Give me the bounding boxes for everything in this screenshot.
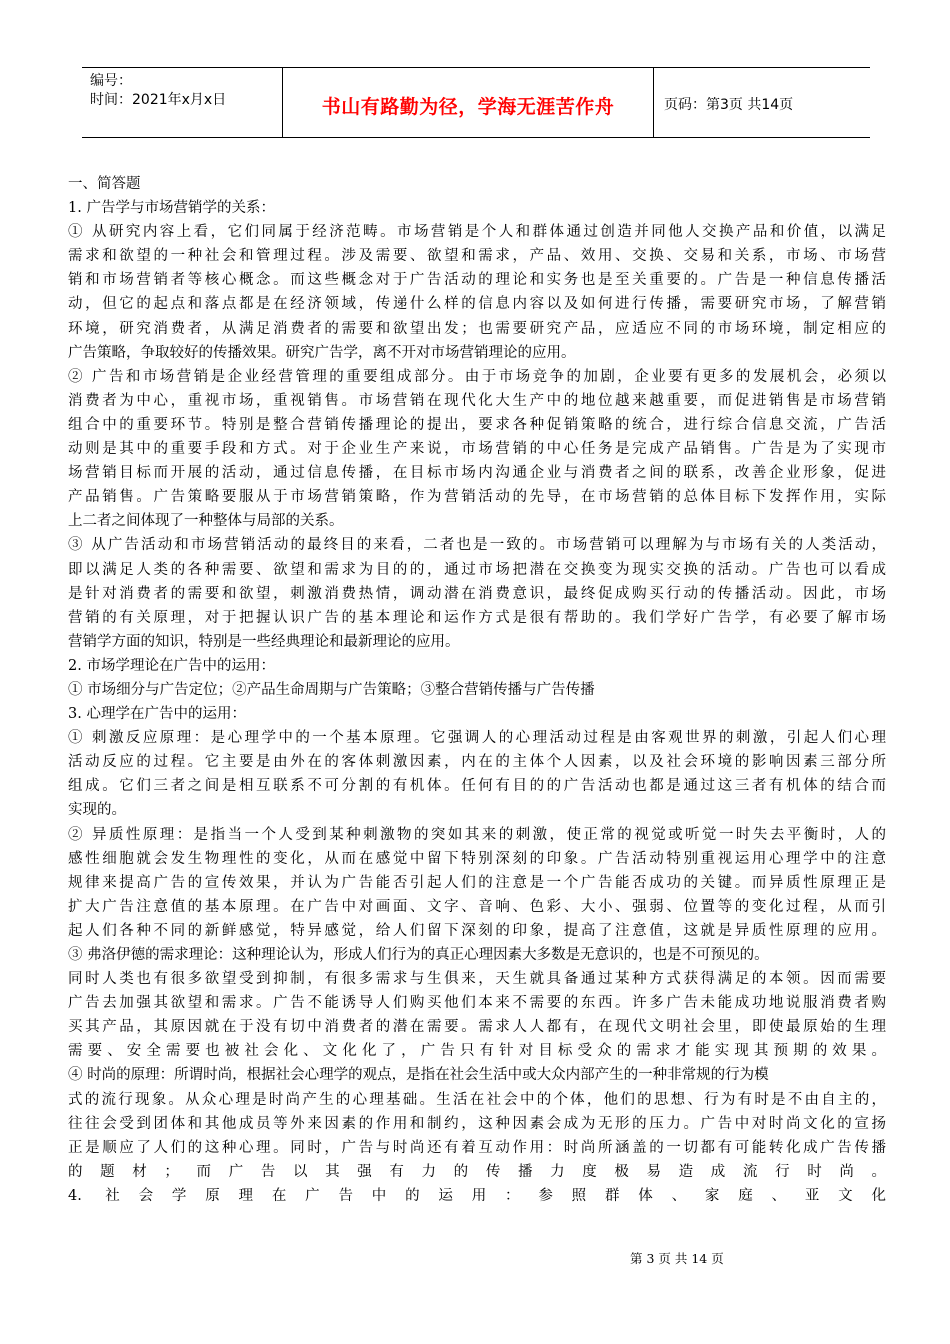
header-page-cell [654,68,870,137]
text-line: 1. 广告学与市场营销学的关系： [68,200,275,217]
text-line: 式的流行现象。从众心理是时尚产生的心理基础。生活在社会中的个体，他们的思想、行为有时是不由自主的， [68,1091,886,1108]
time-label: 时间：2021年x月x日 [90,92,227,108]
serial-number-label: 编号： [90,73,132,89]
text-line: 营销学方面的知识，特别是一些经典理论和最新理论的应用。 [68,633,460,650]
text-line: ② 异质性原理：是指当一个人受到某种刺激物的突如其来的刺激，使正常的视觉或听觉一时失去平衡时，人的 [68,826,886,843]
text-line: 环境，研究消费者，从满足消费者的需要和欲望出发；也需要研究产品，应适应不同的市场环境，制定相应的 [68,320,886,337]
document-header [82,67,870,138]
text-line: 消费者为中心，重视市场，重视销售。市场营销在现代化大生产中的地位越来越重要，而促进销售是市场营销 [68,392,886,409]
text-line: 场营销目标而开展的活动，通过信息传播，在目标市场内沟通企业与消费者之间的联系，改善企业形象，促进 [68,465,886,482]
text-line: ① 从研究内容上看，它们同属于经济范畴。市场营销是个人和群体通过创造并同他人交换产品和价值，以满足 [68,224,886,241]
text-line: ③ 从广告活动和市场营销活动的最终目的来看，二者也是一致的。市场营销可以理解为与市场有关的人类活动， [68,537,886,554]
text-line: 产品销售。广告策略要服从于市场营销策略，作为营销活动的先导，在市场营销的总体目标下发挥作用，实际 [68,489,886,506]
text-line: 的题材；而广告以其强有力的传播力度极易造成流行时尚。 [68,1163,886,1180]
text-line: 广告去加强其欲望和需求。广告不能诱导人们购买他们本来不需要的东西。许多广告未能成功地说服消费者购 [68,995,886,1012]
text-line: 销和市场营销者等核心概念。而这些概念对于广告活动的理论和实务也是至关重要的。广告是一种信息传播活 [68,272,886,289]
text-line: 4. 社会学原理在广告中的运用：参照群体、家庭、亚文化 [68,1187,886,1204]
text-line: 2. 市场学理论在广告中的运用： [68,657,275,674]
text-line: 活动反应的过程。它主要是由外在的客体刺激因素，内在的主体个人因素，以及社会环境的影响因素三部分所 [68,754,886,771]
header-meta-cell [82,68,283,137]
text-line: 需求和欲望的一种社会和管理过程。涉及需要、欲望和需求，产品、效用、交换、交易和关系，市场、市场营 [68,248,886,265]
text-line: 规律来提高广告的宣传效果，并认为广告能否引起人们的注意是一个广告能否成功的关键。而异质性原理正是 [68,874,886,891]
text-line: 起人们各种不同的新鲜感觉，特异感觉，给人们留下深刻的印象，提高了注意值，这就是异质性原理的应用。 [68,922,886,939]
text-line: ③ 弗洛伊德的需求理论：这种理论认为，形成人们行为的真正心理因素大多数是无意识的，也是不可预见的。 [68,947,769,963]
text-line: 往往会受到团体和其他成员等外来因素的作用和制约，这种因素会成为无形的压力。广告中对时尚文化的宣扬 [68,1115,886,1132]
text-line: 一、简答题 [68,176,141,192]
text-line: 即以满足人类的各种需要、欲望和需求为目的的，通过市场把潜在交换变为现实交换的活动。广告也可以看成 [68,561,886,578]
text-line: 组合中的重要环节。特别是整合营销传播理论的提出，要求各种促销策略的统合，进行综合信息交流，广告活 [68,416,886,433]
text-line: 3. 心理学在广告中的运用： [68,706,246,723]
page-number-label: 页码：第3页 共14页 [664,97,794,113]
text-line: 感性细胞就会发生物理性的变化，从而在感觉中留下特别深刻的印象。广告活动特别重视运用心理学中的注意 [68,850,886,867]
text-line: ② 广告和市场营销是企业经营管理的重要组成部分。由于市场竞争的加剧，企业要有更多的发展机会，必须以 [68,368,886,385]
text-line: 需要、安全需要也被社会化、文化化了，广告只有针对目标受众的需求才能实现其预期的效果。 [68,1043,886,1060]
text-line: ① 市场细分与广告定位；②产品生命周期与广告策略；③整合营销传播与广告传播 [68,681,595,698]
text-line: 组成。它们三者之间是相互联系不可分割的有机体。任何有目的的广告活动也都是通过这三者有机体的结合而 [68,778,886,795]
text-line: 正是顺应了人们的这种心理。同时，广告与时尚还有着互动作用：时尚所涵盖的一切都有可能转化成广告传播 [68,1139,886,1156]
text-line: 动，但它的起点和落点都是在经济领域，传递什么样的信息内容以及如何进行传播，需要研究市场，了解营销 [68,296,886,313]
page-footer: 第 3 页 共 14 页 [630,1251,724,1266]
text-line: 扩大广告注意值的基本原理。在广告中对画面、文字、音响、色彩、大小、强弱、位置等的变化过程，从而引 [68,898,886,915]
text-line: ④ 时尚的原理：所谓时尚，根据社会心理学的观点，是指在社会生活中或大众内部产生的一种非常规的行为模 [68,1067,769,1084]
text-line: 买其产品，其原因就在于没有切中消费者的潜在需要。需求人人都有，在现代文明社会里，即使最原始的生理 [68,1019,886,1036]
text-line: 实现的。 [68,802,126,819]
document-body [68,172,886,1208]
text-line: 是针对消费者的需要和欲望，刺激消费热情，调动潜在消费意识，最终促成购买行动的传播活动。因此，市场 [68,585,886,602]
text-line: 同时人类也有很多欲望受到抑制，有很多需求与生俱来，天生就具备通过某种方式获得满足的本领。因而需要 [68,971,886,988]
text-line: 动则是其中的重要手段和方式。对于企业生产来说，市场营销的中心任务是完成产品销售。广告是为了实现市 [68,441,886,458]
header-motto-cell [283,68,654,137]
text-line: 上二者之间体现了一种整体与局部的关系。 [68,513,344,530]
motto-text: 书山有路勤为径，学海无涯苦作舟 [321,96,615,118]
text-line: ① 刺激反应原理：是心理学中的一个基本原理。它强调人的心理活动过程是由客观世界的刺激，引起人们心理 [68,730,886,747]
text-line: 广告策略，争取较好的传播效果。研究广告学，离不开对市场营销理论的应用。 [68,344,576,361]
text-line: 营销的有关原理，对于把握认识广告的基本理论和运作方式是很有帮助的。我们学好广告学，有必要了解市场 [68,609,886,626]
